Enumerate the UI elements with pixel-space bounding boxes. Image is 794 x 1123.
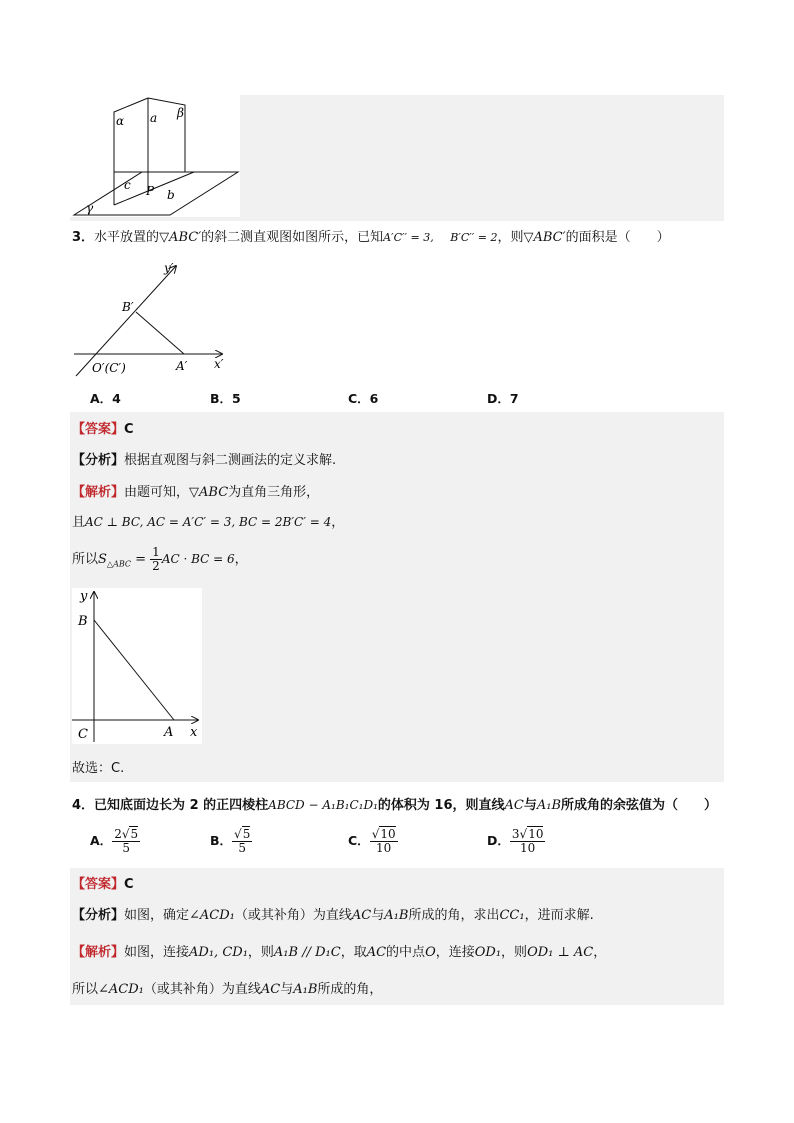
q3-solution-2-math: AC ⊥ BC, AC = A′C′ = 3, BC = 2B′C′ = 4 (85, 515, 332, 529)
q4-option-d-radicand: 10 (528, 827, 544, 841)
q4-solution-1-m3: AC (366, 945, 387, 960)
x-axis-label: x (190, 725, 198, 740)
q4-option-a-coef: 2 (114, 827, 122, 841)
q4-text-a: 已知底面边长为 2 的正四棱柱 (94, 798, 269, 813)
q3-solution-1-triangle: ▽ABC (189, 485, 229, 500)
line-c-label: c (124, 178, 131, 192)
x-prime-label: x′ (214, 357, 224, 371)
q4-text-d: 所成角的余弦值为（ ） (561, 798, 718, 813)
q4-analysis-c: 与 (371, 908, 385, 923)
q3-text-b: 的斜二测直观图如图所示，已知 (201, 230, 384, 245)
q4-option-b-radicand: 5 (242, 827, 251, 841)
q4-solution-1-m6: OD₁ ⊥ AC (527, 945, 594, 960)
q4-line-ac: AC (504, 798, 524, 813)
q4-analysis-e: ，进而求解. (524, 908, 594, 923)
q3-solution-3a: 所以 (72, 552, 99, 567)
q3-solution-line-1 (72, 484, 319, 502)
q4-solution-1a: 如图，连接 (124, 945, 190, 960)
q4-option-a-letter: A． (90, 833, 113, 848)
q4-option-a-radicand: 5 (130, 827, 139, 841)
q3-solution-1a: 由题可知， (124, 485, 190, 500)
q4-option-d-den: 10 (520, 841, 536, 855)
point-b-label: B (78, 614, 88, 629)
q4-option-d-fraction: $\frac{3√10}{10}$ (511, 827, 544, 855)
q4-option-b-fraction: $\frac{√5}{5}$ (234, 827, 251, 855)
q4-analysis (72, 907, 594, 925)
q3-given-2: B′C′′ = 2 (450, 231, 498, 244)
q4-line-a1b: A₁B (536, 798, 562, 813)
b-prime-label: B′ (122, 300, 134, 314)
q4-option-c-fraction: $\frac{√10}{10}$ (371, 827, 396, 855)
y-prime-label: y′ (164, 261, 174, 275)
q4-answer-tag: 【答案】 (72, 877, 125, 892)
q4-option-a-fraction: $\frac{2√5}{5}$ (114, 827, 139, 855)
q4-option-b[interactable] (210, 828, 252, 855)
gamma-label: γ (86, 201, 94, 215)
q4-solution-1g: ， (593, 945, 607, 960)
q4-solution-2-m3: A₁B (293, 982, 318, 997)
q4-solution-1-m1: AD₁, CD₁ (189, 945, 248, 960)
q4-option-d-coef: 3 (511, 827, 520, 841)
q4-option-a-den: 5 (122, 841, 130, 855)
alpha-label: α (116, 114, 125, 128)
q4-solution-2c: 与 (280, 982, 294, 997)
q4-text-c: 与 (523, 798, 537, 813)
q3-option-d[interactable]: D．7 (487, 391, 519, 406)
q4-solution-2a: 所以 (72, 982, 99, 997)
q3-analysis-text: 根据直观图与斜二测画法的定义求解. (124, 453, 337, 468)
q4-solution-2-m1: ∠ACD₁ (98, 982, 144, 997)
q4-solution-1b: ，则 (247, 945, 274, 960)
q4-solution-line-1 (72, 944, 606, 962)
q3-answer-tag: 【答案】 (72, 422, 125, 437)
q3-solution-line-2 (72, 513, 344, 532)
point-p-label: P (146, 184, 155, 198)
q4-solution-2d: 所成的角， (317, 982, 383, 997)
q3-conclusion: 故选：C. (72, 761, 125, 776)
line-b-label: b (167, 188, 175, 202)
q4-solution-1-m2: A₁B // D₁C (273, 945, 341, 960)
q3-option-b[interactable]: B．5 (210, 391, 241, 406)
a-prime-label: A′ (176, 359, 188, 373)
q4-option-c[interactable] (348, 828, 398, 855)
oblique-view-figure (70, 256, 230, 380)
q3-answer (72, 421, 134, 439)
right-triangle-figure (72, 588, 202, 744)
q4-answer (72, 876, 134, 894)
q3-solution-2a: 且 (72, 515, 86, 530)
q4-solution-1-m4: O (425, 945, 436, 960)
point-c-label: C (78, 727, 88, 742)
q3-area-subscript: △ABC (106, 559, 131, 569)
q4-option-d[interactable] (487, 828, 545, 855)
q4-analysis-cc1: CC₁ (499, 908, 525, 923)
q4-analysis-b: （或其补角）为直线 (234, 908, 352, 923)
q4-analysis-angle: ∠ACD₁ (189, 908, 235, 923)
q3-text-d: 的面积是（ ） (565, 230, 670, 245)
y-axis-label: y (80, 589, 88, 604)
q4-option-a[interactable] (90, 828, 140, 855)
q3-text-c: ，则 (497, 230, 524, 245)
planes-figure (70, 95, 240, 217)
q4-solution-1e: ，连接 (435, 945, 475, 960)
q4-analysis-ac: AC (351, 908, 372, 923)
q4-solution-1f: ，则 (501, 945, 528, 960)
q3-solution-1b: 为直角三角形， (228, 485, 320, 500)
q3-answer-value: C (124, 422, 134, 437)
q4-analysis-d: 所成的角，求出 (408, 908, 500, 923)
q4-solution-1-m5: OD₁ (474, 945, 502, 960)
q3-given-1: A′C′′ = 3, (383, 231, 434, 244)
q3-option-a[interactable]: A．4 (90, 391, 121, 406)
q3-solution-3b: ， (234, 552, 248, 567)
q3-analysis-tag: 【分析】 (72, 453, 125, 468)
q3-solution-3-math: AC · BC = 6 (161, 552, 235, 566)
q4-option-c-den: 10 (376, 841, 392, 855)
q3-stem (72, 229, 670, 247)
q4-solution-2-m2: AC (260, 982, 281, 997)
q3-half-numerator: 1 (152, 545, 160, 559)
q4-solution-tag: 【解析】 (72, 945, 125, 960)
q3-triangle-2: ▽ABC′ (523, 230, 566, 245)
q4-solution-2b: （或其补角）为直线 (143, 982, 261, 997)
q3-solution-2b: ， (331, 515, 345, 530)
q4-answer-value: C (124, 877, 134, 892)
q3-solution-line-3 (72, 543, 248, 581)
q3-half-fraction (150, 546, 162, 573)
q4-solution-line-2 (72, 981, 382, 999)
beta-label: β (177, 106, 184, 120)
q3-half-denominator: 2 (152, 559, 160, 573)
q4-stem (72, 796, 717, 815)
q4-option-b-letter: B． (210, 833, 233, 848)
q4-option-c-letter: C． (348, 833, 370, 848)
q3-equals: = (131, 552, 151, 567)
q4-option-d-letter: D． (487, 833, 510, 848)
q3-triangle: ▽ABC′ (159, 230, 202, 245)
q4-solution-1d: 的中点 (386, 945, 426, 960)
q4-prism-name: ABCD − A₁B₁C₁D₁ (268, 798, 378, 812)
line-a-label: a (150, 111, 158, 125)
q3-option-c[interactable]: C．6 (348, 391, 379, 406)
q4-analysis-a1b: A₁B (384, 908, 409, 923)
q4-option-c-radicand: 10 (380, 827, 396, 841)
q4-analysis-tag: 【分析】 (72, 908, 125, 923)
q4-solution-1c: ，取 (340, 945, 367, 960)
q4-text-b: 的体积为 16，则直线 (377, 798, 505, 813)
point-a-label: A (164, 725, 174, 740)
q3-analysis (72, 452, 336, 470)
q3-number: 3． (72, 230, 95, 245)
q4-analysis-a: 如图，确定 (124, 908, 190, 923)
q3-text-a: 水平放置的 (94, 230, 160, 245)
q4-option-b-den: 5 (238, 841, 246, 855)
o-prime-label: O′(C′) (92, 361, 126, 375)
q3-area-symbol: S (98, 552, 107, 567)
q3-solution-tag: 【解析】 (72, 485, 125, 500)
q4-number: 4． (72, 798, 95, 813)
